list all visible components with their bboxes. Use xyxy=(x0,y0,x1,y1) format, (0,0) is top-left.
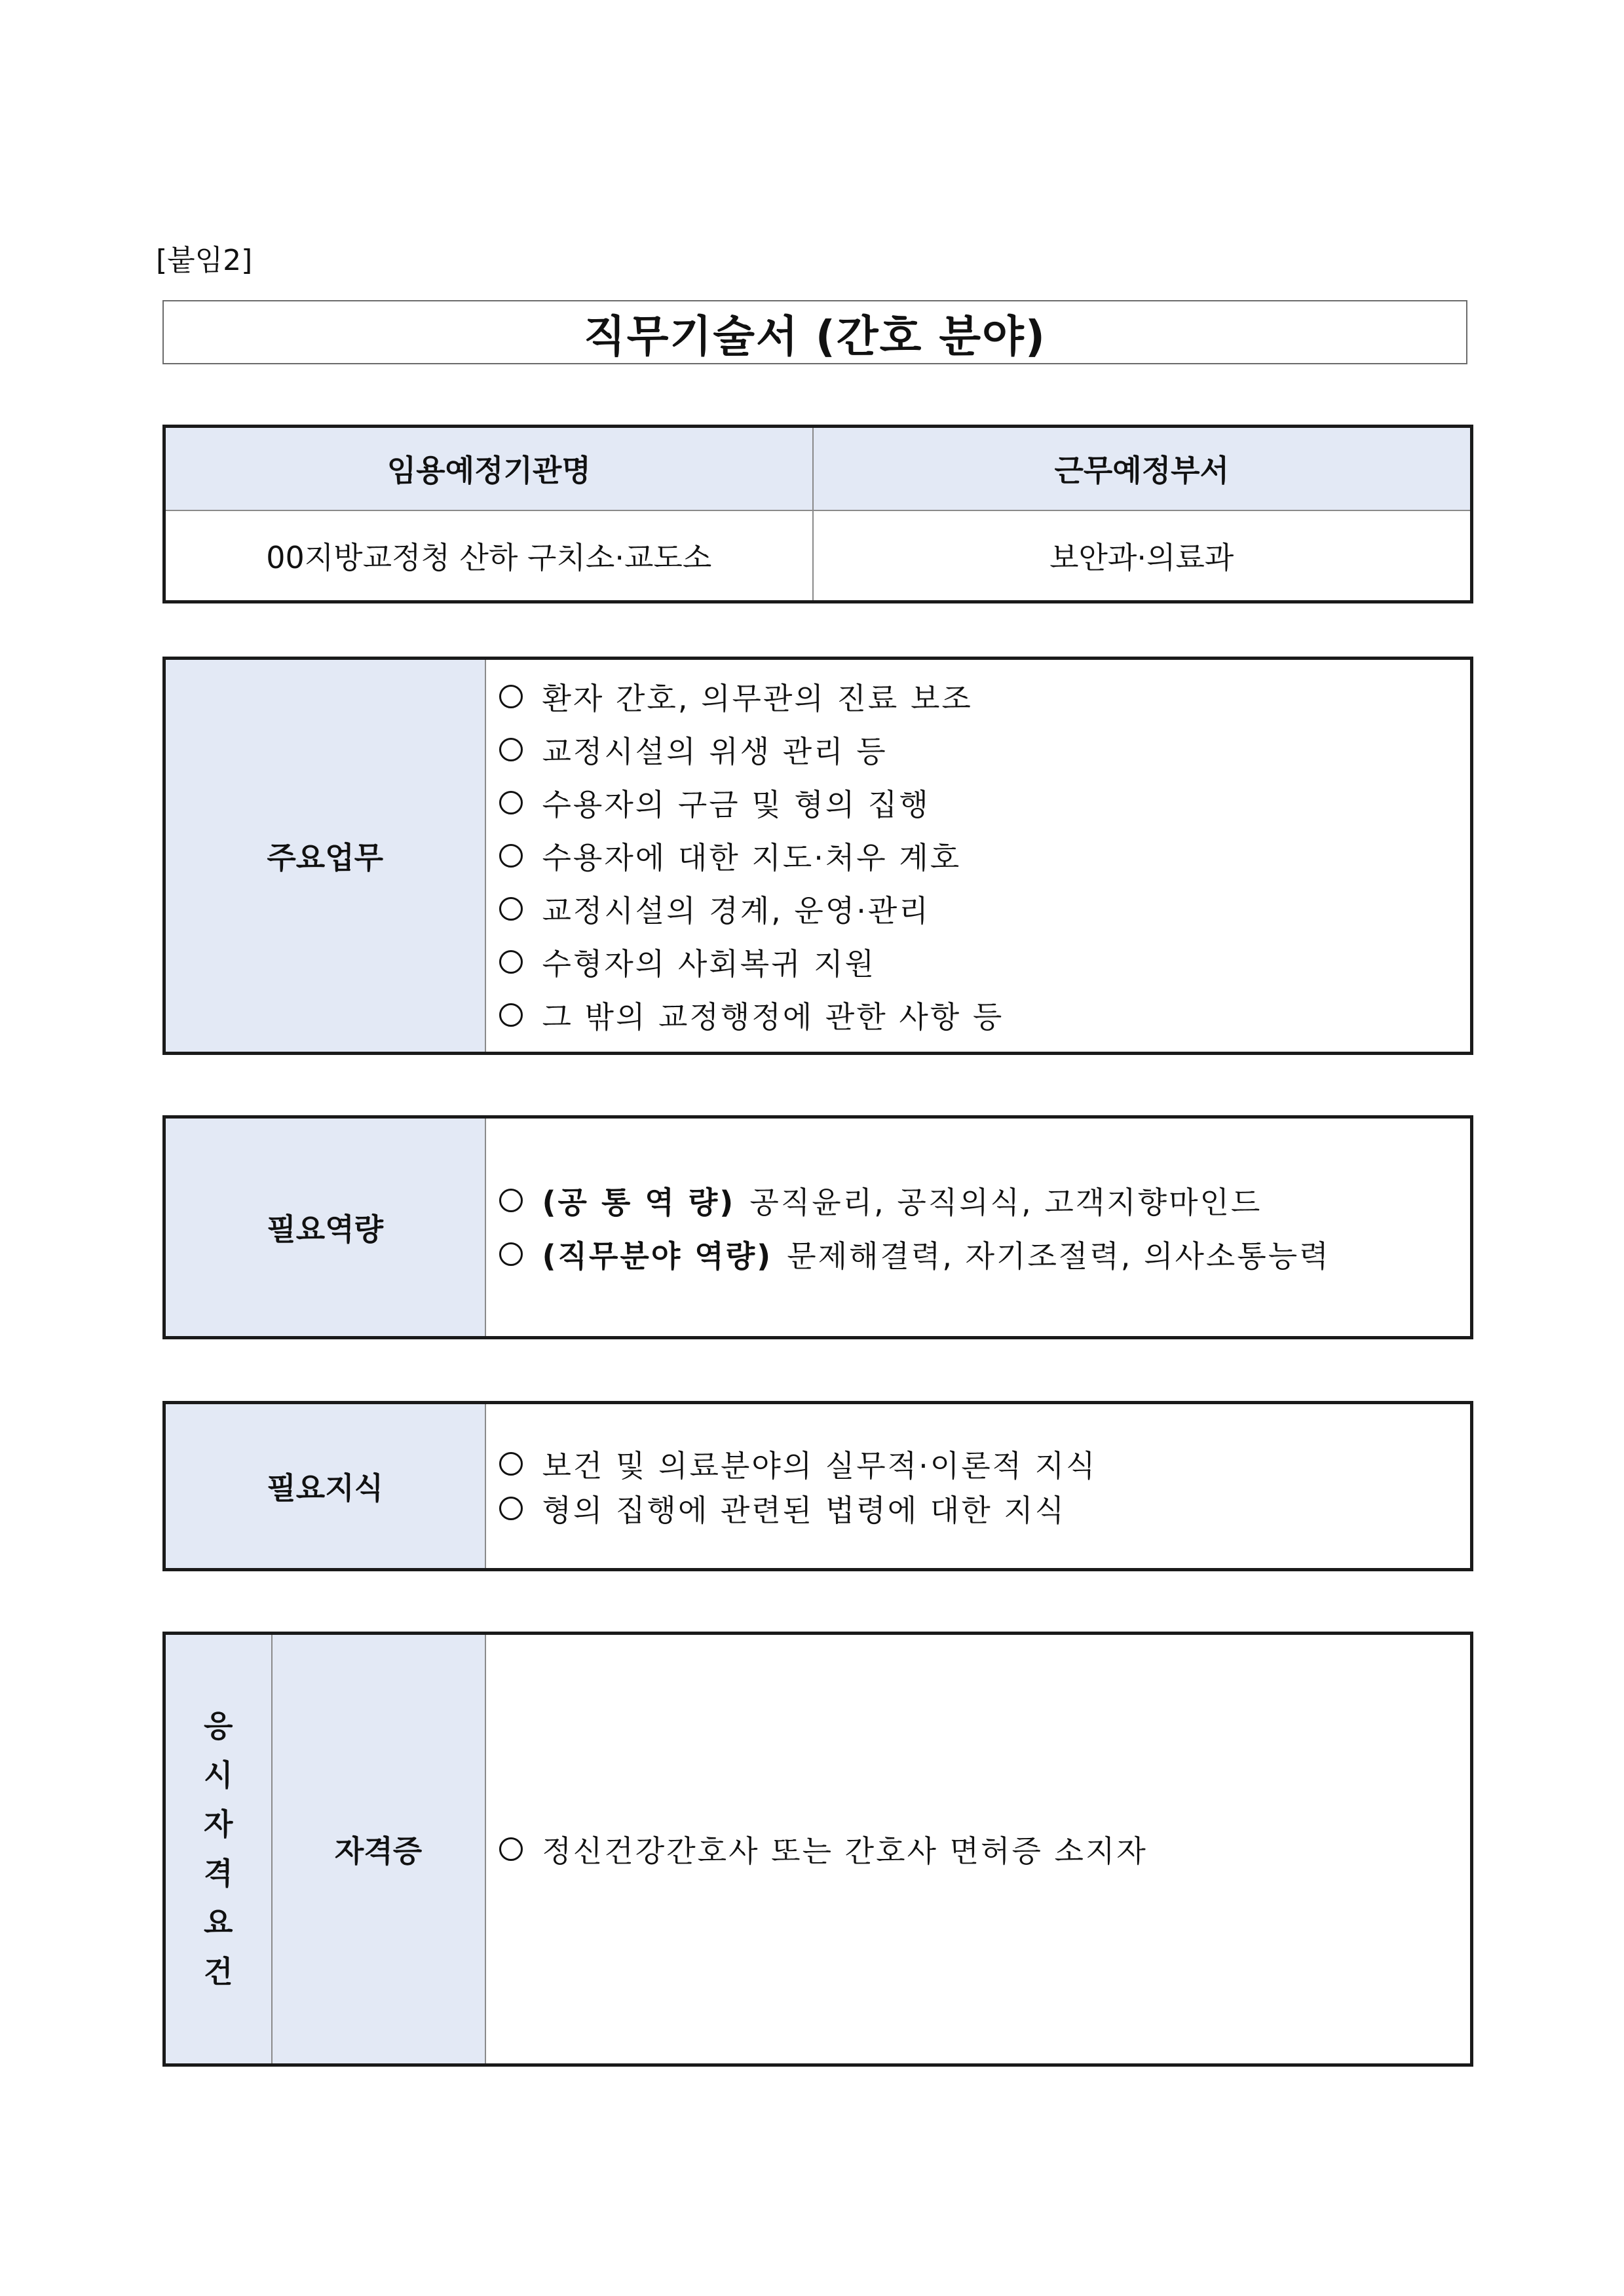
agency-header: 임용예정기관명 xyxy=(164,427,813,510)
document-title: 직무기술서 (간호 분야) xyxy=(162,300,1467,364)
circle-bullet-icon xyxy=(499,685,523,708)
list-item: 수형자의 사회복귀 지원 xyxy=(499,936,1471,989)
list-item: (공 통 역 량) 공직윤리, 공직의식, 고객지향마인드 xyxy=(499,1174,1471,1227)
competency-table xyxy=(162,1115,1473,1339)
circle-bullet-icon xyxy=(499,1497,523,1520)
list-item: 보건 및 의료분야의 실무적·이론적 지식 xyxy=(499,1442,1471,1486)
list-item: 교정시설의 위생 관리 등 xyxy=(499,723,1471,776)
main-duties-table xyxy=(162,657,1473,1055)
knowledge-list xyxy=(485,1403,1472,1570)
circle-bullet-icon xyxy=(499,1003,523,1027)
list-item: 형의 집행에 관련된 법령에 대한 지식 xyxy=(499,1486,1471,1531)
requirements-table xyxy=(162,1632,1473,2067)
competency-list xyxy=(485,1117,1472,1338)
attachment-label: [붙임2] xyxy=(156,244,253,277)
competency-label: 필요역량 xyxy=(164,1117,485,1338)
circle-bullet-icon xyxy=(499,791,523,814)
requirements-vertical-label: 응 시 자 격 요 건 xyxy=(164,1634,272,2065)
main-duties-list xyxy=(485,659,1472,1054)
department-value: 보안과·의료과 xyxy=(813,510,1472,602)
main-duties-label: 주요업무 xyxy=(164,659,485,1054)
knowledge-table xyxy=(162,1401,1473,1571)
list-item: 그 밖의 교정행정에 관한 사항 등 xyxy=(499,989,1471,1042)
list-item: 환자 간호, 의무관의 진료 보조 xyxy=(499,670,1471,723)
list-item: 수용자의 구금 및 형의 집행 xyxy=(499,776,1471,830)
list-item: 정신건강간호사 또는 간호사 면허증 소지자 xyxy=(499,1823,1471,1875)
certificate-label: 자격증 xyxy=(272,1634,485,2065)
circle-bullet-icon xyxy=(499,897,523,921)
list-item: 수용자에 대한 지도·처우 계호 xyxy=(499,830,1471,883)
circle-bullet-icon xyxy=(499,1242,523,1266)
circle-bullet-icon xyxy=(499,738,523,761)
list-item: (직무분야 역량) 문제해결력, 자기조절력, 의사소통능력 xyxy=(499,1227,1471,1281)
circle-bullet-icon xyxy=(499,844,523,868)
agency-value: 00지방교정청 산하 구치소·교도소 xyxy=(164,510,813,602)
department-header: 근무예정부서 xyxy=(813,427,1472,510)
circle-bullet-icon xyxy=(499,950,523,974)
circle-bullet-icon xyxy=(499,1452,523,1476)
info-table xyxy=(162,425,1473,603)
certificate-content xyxy=(485,1634,1472,2065)
circle-bullet-icon xyxy=(499,1837,523,1861)
list-item: 교정시설의 경계, 운영·관리 xyxy=(499,883,1471,936)
circle-bullet-icon xyxy=(499,1189,523,1212)
knowledge-label: 필요지식 xyxy=(164,1403,485,1570)
